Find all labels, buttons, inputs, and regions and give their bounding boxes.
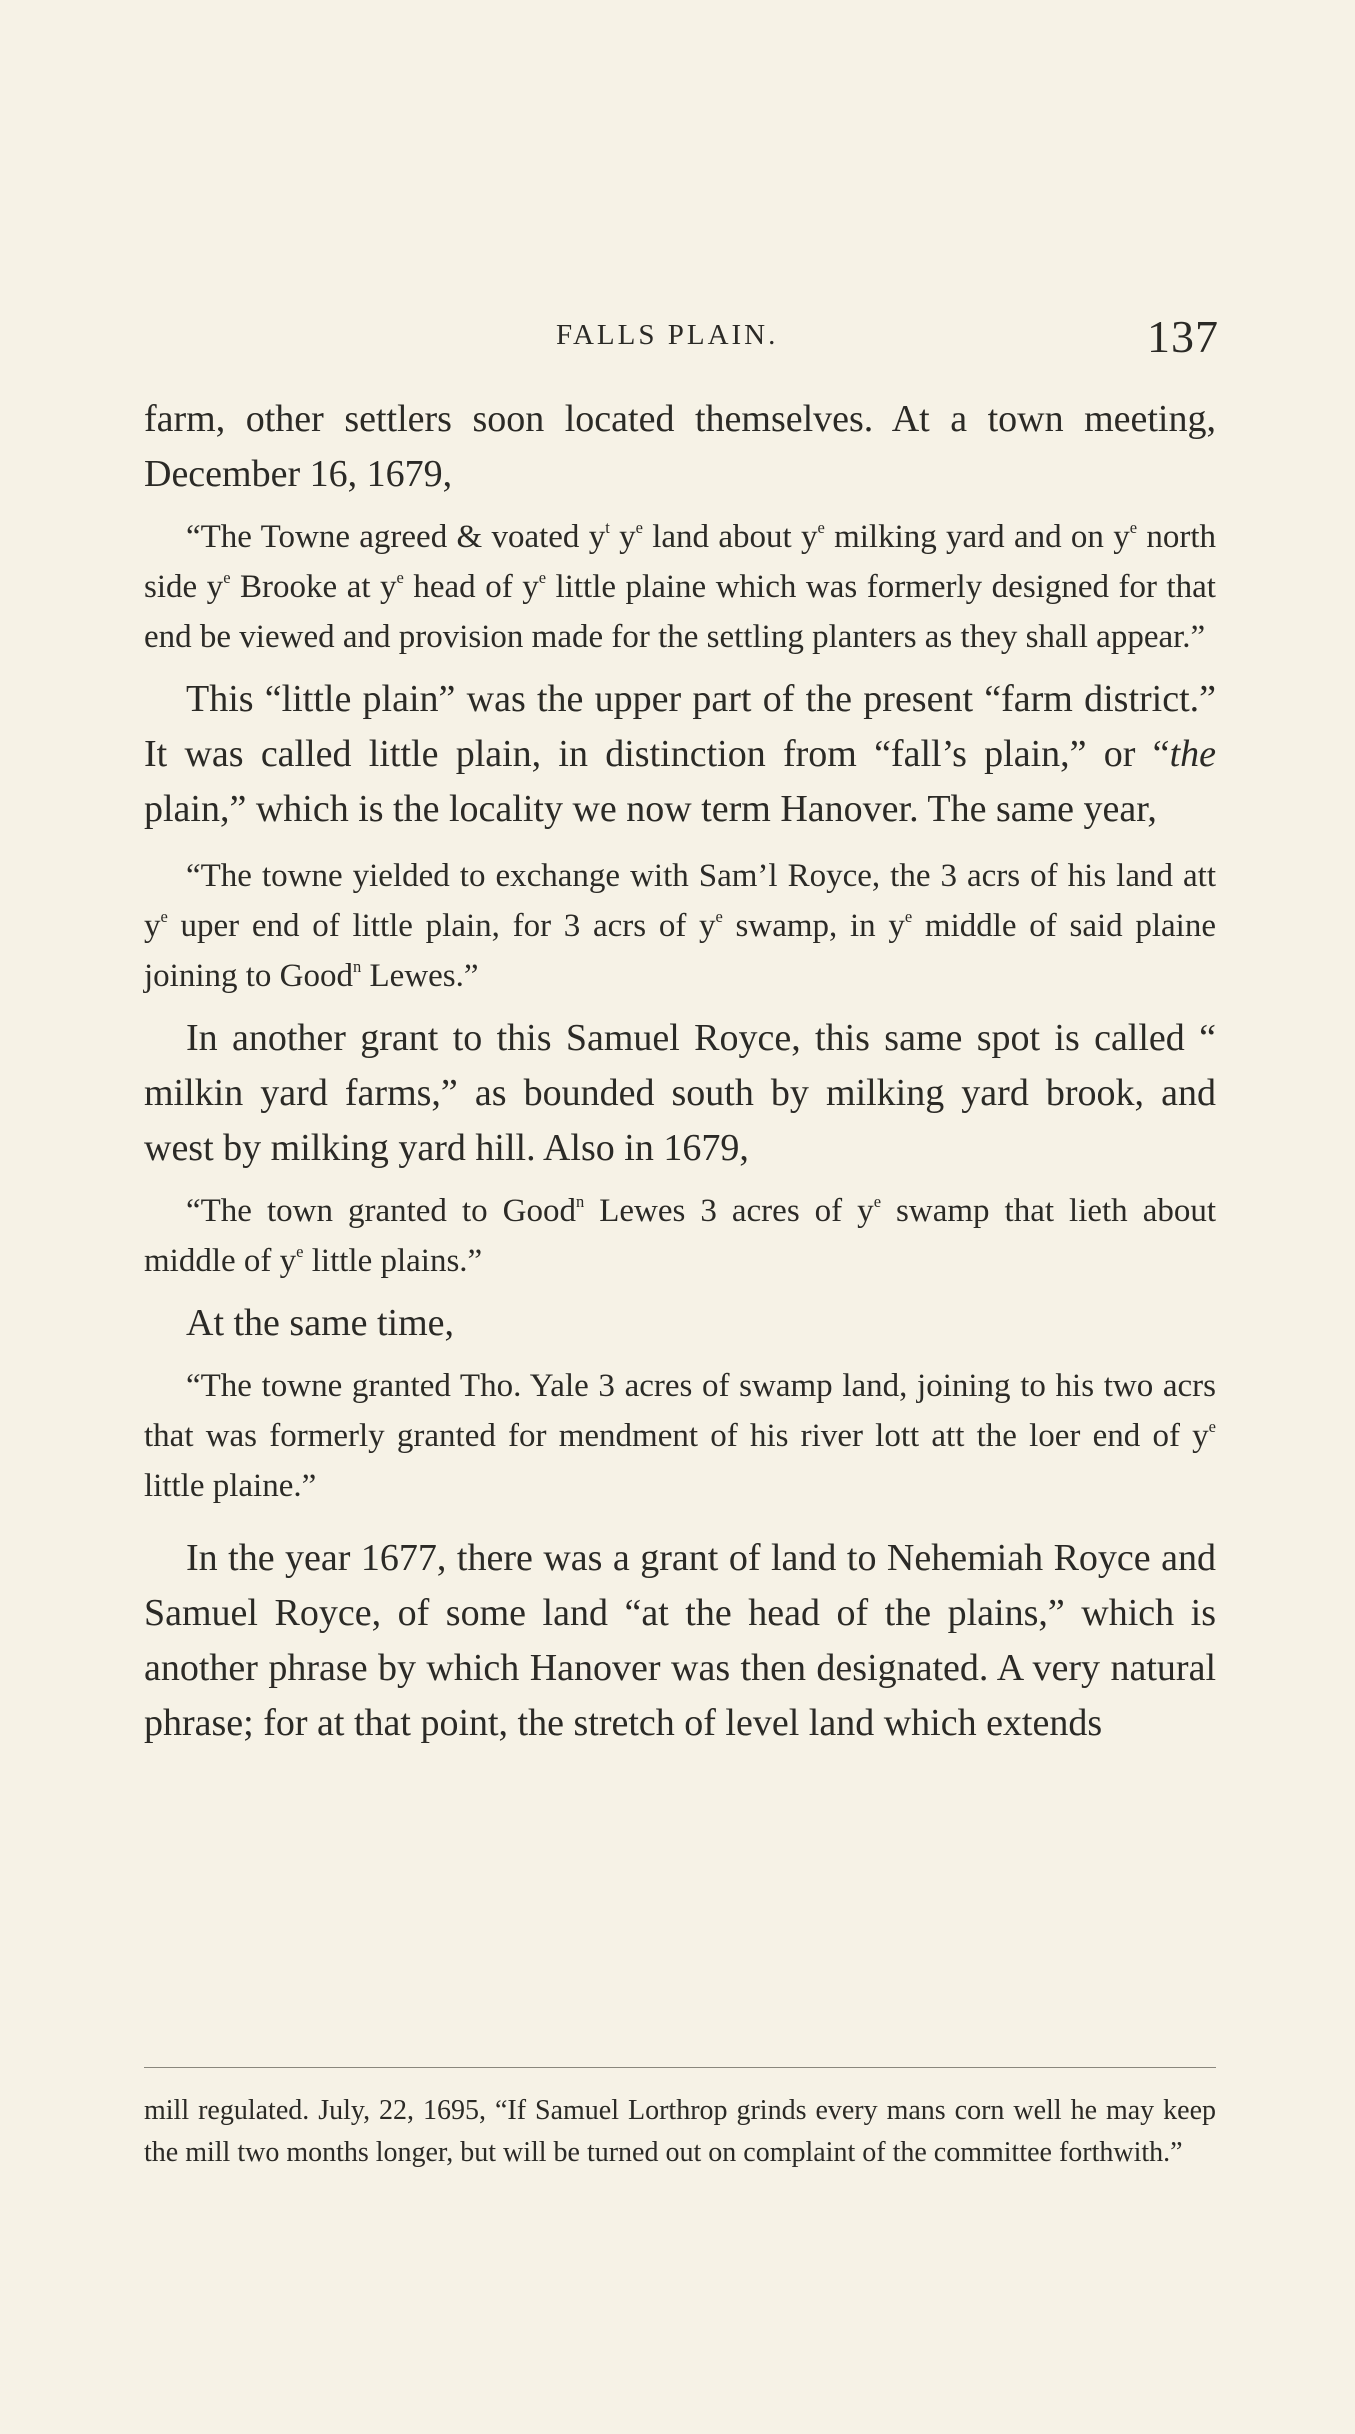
quote-towne-yielded: “The towne yielded to exchange with Sam’l Royce, the 3 acrs of his land att $y^e$ uper end of little plain, for 3 acrs of $y^e$ swamp, in $y^e$ middle of said plaine joining to Good$^n$ Lewes.”	[144, 858, 1216, 994]
running-head	[0, 311, 1355, 375]
footnote-divider	[144, 2067, 1216, 2068]
paragraph-same-time: At the same time,	[186, 1302, 455, 1344]
italic-the: the	[1169, 733, 1216, 775]
footnote: mill regulated. July, 22, 1695, “If Samuel Lorthrop grinds every mans corn well he may keep the mill two months longer, but will be turned out on complaint of the committee forthwith.”	[144, 2095, 1216, 2168]
quote-town-granted-lewes: “The town granted to Good$^n$ Lewes 3 acres of $y^e$ swamp that lieth about middle of $y^e$ little plains.”	[144, 1191, 1217, 1279]
quote-tho-yale: “The towne granted Tho. Yale 3 acres of swamp land, joining to his two acrs that was formerly granted for mendment of his river lott att the loer end of $y^e$ little plaine.”	[144, 1368, 1216, 1504]
paragraph-year-1677: In the year 1677, there was a grant of land to Nehemiah Royce and Samuel Royce, of some land “at the head of the plains,” which is another phrase by which Hanover was then designated. A very natural phrase; for at that point, the stretch of level land which extends	[144, 1537, 1216, 1744]
main-text	[144, 392, 1216, 1751]
page-number: 137	[1147, 311, 1219, 362]
quote-towne-agreed: “The Towne agreed & voated $y^t$ $y^e$ land about $y^e$ milking yard and on $y^e$ north side $y^e$ Brooke at $y^e$ head of $y^e$ little plaine which was formerly designed for that end be viewed and provision made for the settling planters as they shall appear.”	[144, 517, 1216, 655]
paragraph-samuel-royce: In another grant to this Samuel Royce, this same spot is called “ milkin yard farms,” as bounded south by milking yard brook, and west by milking yard hill. Also in 1679,	[144, 1017, 1216, 1169]
running-title: FALLS PLAIN.	[556, 319, 779, 351]
paragraph-little-plain: This “little plain” was the upper part of the present “farm district.” It was called little plain, in distinction from “fall’s plain,” or “the plain,” which is the locality we now term Hanover. The same year,	[144, 678, 1216, 830]
paragraph-farm-settlers: farm, other settlers soon located themselves. At a town meeting, December 16, 1679,	[144, 398, 1216, 495]
